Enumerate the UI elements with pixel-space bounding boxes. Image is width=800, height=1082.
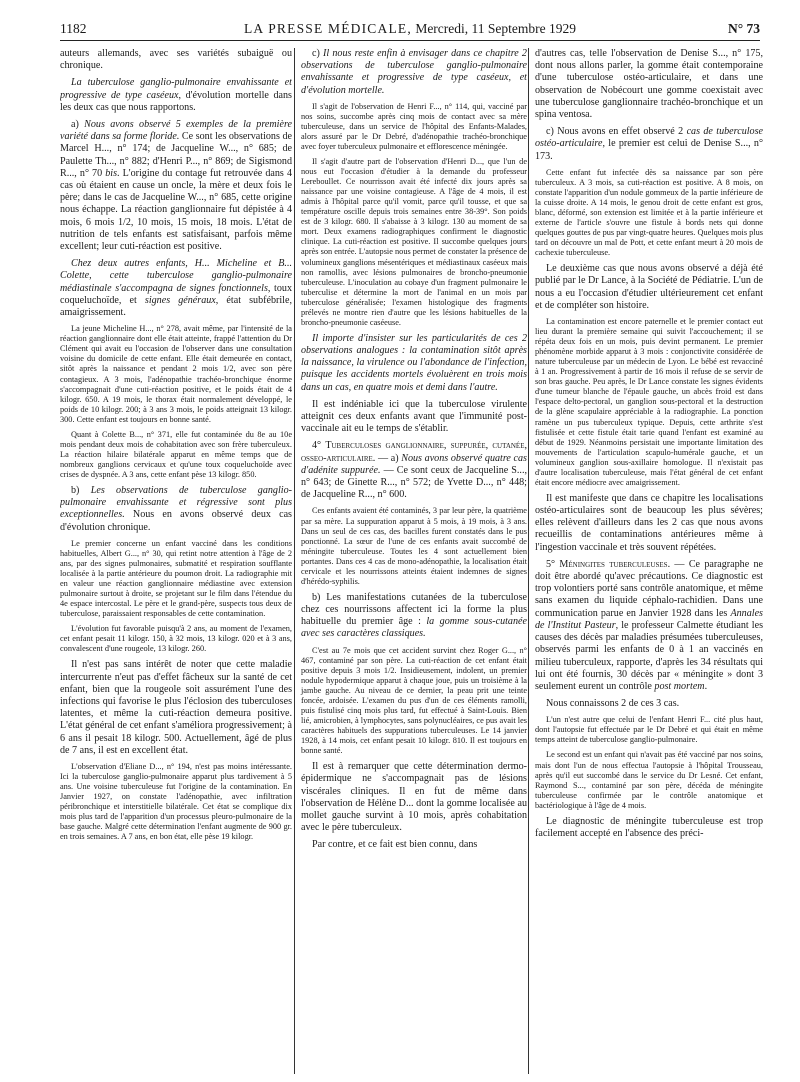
article-paragraph: 4° Tuberculoses ganglionnaire, suppurée, cutanée, osseo-articulaire. — a) Nous avons observé quatre cas d'adénite suppurée. — Ce sont ceux de Jacqueline S..., n° 643; de Ginette R..., n° 572; de Yvette D..., n° 448; de Jacqueline R..., n° 600. bbox=[301, 440, 527, 501]
page-number: 1182 bbox=[60, 21, 87, 36]
article-paragraph: c) Il nous reste enfin à envisager dans ce chapitre 2 observations de tuberculose ganglio-pulmonaire envahissante et progressive de type caséeux, et d'évolution mortelle. bbox=[301, 48, 527, 96]
case-report-paragraph: La contamination est encore paternelle et le premier contact eut lieu durant la première semaine qui suivit l'accouchement; il se répéta deux fois en un mois, puis devint permanent. Le premier phénomène morbide apparut à 3 mois : conjonctivite considérée de nature tuberculeuse par un médecin de Lyon. Le bébé est revacciné à 1 an. Progressivement à partir de 16 mois il refuse de se servir de son bras gauche. Peu après, le Dr Lance constate les signes évidents d'une tumeur blanche de l'épaule gauche, un abcès froid est dans l'espace delto-pectoral, un ganglion sous-pectoral et la destruction de la glène scapulaire appréciable à la radiographie. La ponction ramène un pus tuberculeux typique. Depuis, cette arthrite s'est fistulisée et cette fistule était tarie quand l'enfant est examiné au début de 1929. Néanmoins persistait une importante limitation des mouvements de l'articulation scapulo-humérale gauche, et un volumineux ganglion sous-axillaire homologue. Il n'existait pas d'autre localisation tuberculeuse, mais l'état général de cet enfant était encore médiocre avec amaigrissement. bbox=[535, 317, 763, 487]
article-paragraph: Il est indéniable ici que la tuberculose virulente atteignit ces deux enfants avant que l'immunité post-vaccinale ait eu le temps de s'établir. bbox=[301, 398, 527, 435]
case-report-paragraph: La jeune Micheline H..., n° 278, avait même, par l'intensité de la réaction ganglionnaire dont elle était atteinte, frappé l'attention du Dr Clément qui avait eu l'occasion de l'observer dans une consultation voisine du domicile de cette enfant. Elle était demeurée en contact, sitôt après la naissance et pendant 2 mois 1/2, avec son père contagieux. A 3 mois, l'adénopathie trachéo-bronchique énorme s'accompagnait d'une cuti-réaction positive, et le poids était de 4 kilogr. 650. A 19 mois, le thorax était normalement développé, le poids de 10 kilogr. 200; à 3 ans 3 mois, le poids atteignait 13 kilogr. 300. Cette enfant est toujours en bonne santé. bbox=[60, 324, 292, 424]
article-paragraph: Le diagnostic de méningite tuberculeuse est trop facilement accepté en l'absence des préci- bbox=[535, 815, 763, 839]
article-paragraph: Il n'est pas sans intérêt de noter que cette maladie intercurrente n'eut pas d'effet fâcheux sur la santé de cet enfant, bien que la rougeole soit assurément l'une des infections qui favorise le plus l'éclosion des tuberculoses latentes, et même la cuti-réaction demeura positive. L'état général de cet enfant s'améliora progressivement; à 6 ans il pesait 18 kilogr. 500. Actuellement, âgé de plus de 7 ans, il est en excellent état. bbox=[60, 659, 292, 756]
case-report-paragraph: Ces enfants avaient été contaminés, 3 par leur père, la quatrième par sa mère. La suppuration apparut à 5 mois, à 19 mois, à 3 ans. Dans un seul de ces cas, des bacilles furent constatés dans le pus ponctionné. La sœur de l'une de ces enfants avait succombé de méningite tuberculeuse. Toutes les 4 sont actuellement bien portantes. Dans ces 4 cas de mono-adénopathie, la localisation était cervicale et les nourrissons atteints étaient indemnes de signes d'hérédo-syphilis. bbox=[301, 506, 527, 586]
article-paragraph: auteurs allemands, avec ses variétés subaiguë ou chronique. bbox=[60, 48, 292, 72]
article-paragraph: 5° Méningites tuberculeuses. — Ce paragraphe ne doit être abordé qu'avec précautions. Ce diagnostic est trop volontiers porté sans contrôle anatomique, et même sans examen du liquide céphalo-rachidien. Dans une communication parue en Janvier 1928 dans les Annales de l'Institut Pasteur, le professeur Calmette étudiant les causes des décès par maladies présumées tuberculeuses, observés parmi les enfants de 0 à 1 an vaccinés en milieu tuberculeux, rapporte, d'après les 34 résultats qui lui ont été fournis, 30 décès par « méningite » dont 3 seulement eurent un contrôle post mortem. bbox=[535, 558, 763, 692]
article-paragraph: La tuberculose ganglio-pulmonaire envahissante et progressive de type caséeux, d'évolution mortelle dans les deux cas que nous rapportons. bbox=[60, 77, 292, 113]
case-report-paragraph: L'évolution fut favorable puisqu'à 2 ans, au moment de l'examen, cet enfant pesait 11 kilogr. 150, à 32 mois, 13 kilogr. 020 et à 3 ans, convalescent d'une rougeole, 13 kilogr. 260. bbox=[60, 624, 292, 654]
article-paragraph: Nous connaissons 2 de ces 3 cas. bbox=[546, 698, 680, 710]
issue-date: Mercredi, 11 Septembre 1929 bbox=[415, 21, 577, 36]
case-report-paragraph: C'est au 7e mois que cet accident survint chez Roger G..., n° 467, contaminé par son père. La cuti-réaction de cet enfant était positive depuis 3 mois 1/2. Insidieusement, indolent, un premier nodule hypodermique apparut à chaque joue, puis un troisième à la jambe gauche. Au niveau de ce dernier, la peau prit une teinte foncée, ardoisée. L'examen du pus d'un de ces éléments ramolli, puis fistulisé cinq mois plus tard, fut effectué à Saint-Louis. Bien lié, amicrobien, à lymphocytes, sans polynucléaires, ce pus avait les caractères habituels des suppurations tuberculeuses. Le 14 janvier 1928, à 14 mois, cet enfant pesait 10 kilogr. 810. Il est toujours en bonne santé. bbox=[301, 645, 527, 756]
case-report-paragraph: L'observation d'Eliane D..., n° 194, n'est pas moins intéressante. Ici la tuberculose ganglio-pulmonaire apparut plus tardivement à 5 ans. Une voisine tuberculeuse fut l'origine de la contamination. En Janvier 1927, on constate l'adénopathie, avec infiltration péribronchique et interstitielle bilatérale. Cet état se complique dix mois plus tard de l'apparition d'un processus pleuro-pulmonaire de la base gauche. Malgré cette détermination l'enfant augmente de 900 gr. en trois semaines. A 7 ans, en bon état, elle pèse 19 kilogr. bbox=[60, 761, 292, 842]
article-paragraph: Il importe d'insister sur les particularités de ces 2 observations analogues : la contamination sitôt après la naissance, la virulence ou l'abondance de l'infection, puisque les accidents mortels évoluèrent en trois mois dans un cas, en quatre mois et demi dans l'autre. bbox=[301, 332, 527, 393]
text-column-right bbox=[528, 48, 763, 1074]
masthead bbox=[60, 18, 760, 40]
article-paragraph: a) Nous avons observé 5 exemples de la première variété dans sa forme floride. Ce sont les observations de Marcel H..., n° 174; de Jacqueline W..., n° 685; de Paulette Th..., n° 882; d'Henri P..., n° 869; de Sigismond R..., n° 70 bis. L'origine du contage fut retrouvée dans 4 cas où étaient en cause un oncle, la mère et deux fois le père; dans le cas de Jacqueline W..., n° 685, cette origine nous échappe. La réaction ganglionnaire fut dépistée à 4 mois, 6 mois 1/2, 10 mois, 15 mois, 18 mois. L'état de nutrition de tels enfants est satisfaisant, parfois même excellent; leur cuti-réaction est positive. bbox=[60, 119, 292, 253]
text-column-middle bbox=[294, 48, 527, 1074]
issue-number: N° 73 bbox=[727, 21, 760, 36]
case-report-paragraph: Le second est un enfant qui n'avait pas été vacciné par nos soins, mais dont l'un de nous effectua l'autopsie à l'hôpital Trousseau, après qu'il eut succombé dans le service du Dr Lesné. Cet enfant, Raymond S..., contaminé par son père, décéda de méningite tuberculeuse confirmée par le contrôle anatomique et bactériologique à l'âge de 4 mois. bbox=[535, 750, 763, 810]
article-paragraph: Le deuxième cas que nous avons observé a déjà été publié par le Dr Lance, à la Société de Pédiatrie. L'un de nous a eu l'occasion d'étudier ultérieurement cet enfant et de compléter son histoire. bbox=[535, 263, 763, 311]
page-header bbox=[60, 18, 760, 41]
journal-title: LA PRESSE MÉDICALE, bbox=[243, 21, 412, 36]
article-paragraph: c) Nous avons en effet observé 2 cas de tuberculose ostéo-articulaire, le premier est celui de Denise S..., n° 173. bbox=[535, 126, 763, 162]
case-report-paragraph: Cette enfant fut infectée dès sa naissance par son père tuberculeux. A 3 mois, sa cuti-réaction est positive. A 8 mois, on constate l'apparition d'un nodule gommeux de la partie inférieure de la cuisse droite. A 14 mois, le genou droit de cette enfant est gros, blanc, déformé, son extension est limitée et à la partie inférieure et externe de l'article s'ouvre une fistule à bords nets qui donne quelques gouttes de pus par vingt-quatre heures. Quelques mois plus tard on découvre un mal de Pott, et cette enfant meurt à 20 mois de cachexie tuberculeuse. bbox=[535, 167, 763, 258]
article-paragraph: Par contre, et ce fait est bien connu, dans bbox=[312, 839, 478, 851]
case-report-paragraph: Il s'agit de l'observation de Henri F..., n° 114, qui, vacciné par nos soins, succombe après cinq mois de contact avec sa mère tuberculeuse, dans un service de l'hôpital des Enfants-Malades, alors assuré par le Dr Debré, d'adénopathie trachéo-bronchique avec foyer tuberculeux pulmonaire et efflorescence méningée. bbox=[301, 101, 527, 151]
article-paragraph: d'autres cas, telle l'observation de Denise S..., n° 175, dont nous allons parler, la gomme était contemporaine d'une tuberculose ostéo-articulaire, et dans une observation de Nobécourt une gomme coexistait avec une tuberculose ganglionnaire trachéo-bronchique et un spina ventosa. bbox=[535, 48, 763, 121]
case-report-paragraph: L'un n'est autre que celui de l'enfant Henri F... cité plus haut, dont l'autopsie fut effectuée par le Dr Debré et qui était en même temps atteint de tuberculose ganglio-pulmonaire. bbox=[535, 715, 763, 745]
case-report-paragraph: Il s'agit d'autre part de l'observation d'Henri D..., que l'un de nous eut l'occasion d'étudier à la demande du professeur Lereboullet. Ce nourrisson avait été infecté dix jours après sa naissance par une voisine contagieuse. A l'âge de 4 mois, il est admis à l'hôpital parce qu'il vomit, parce qu'il tousse, et que sa température oscille depuis trois semaines entre 38-39°. Son poids est de 3 kilogr. 680. Il s'abaisse à 3 kilogr. 130 au moment de sa mort. Deux examens radiographiques confirment le diagnostic clinique. La cuti-réaction est positive. Il succombe quelques jours après son entrée. L'autopsie nous permet de constater la présence de volumineux ganglions mésentériques et médiastinaux caséeux mais non ramollis, avec lésions pulmonaires de broncho-pneumonie tuberculeuse. L'inoculation au cobaye d'un fragment pulmonaire le tuberculise et détermine la mort de l'animal en un mois par tuberculose généralisée; l'examen histologique des fragments prélevés ne montre rien d'autre que les lésions habituelles de la broncho-pneumonie caséeuse. bbox=[301, 157, 527, 327]
article-paragraph: b) Les observations de tuberculose ganglio-pulmonaire envahissante et régressive sont plus exceptionnelles. Nous en avons observé deux cas d'évolution chronique. bbox=[60, 484, 292, 533]
text-column-left bbox=[60, 48, 292, 1074]
case-report-paragraph: Quant à Colette B..., n° 371, elle fut contaminée du 8e au 10e mois pendant deux mois de cohabitation avec son frère tuberculeux. La réaction hilaire bilatérale apparut en même temps que de nombreux ganglions cervicaux et qu'une toux coqueluchoïde avec crises de dyspnée. A 3 ans, cette enfant pèse 13 kilogr. 850. bbox=[60, 429, 292, 479]
article-paragraph: b) Les manifestations cutanées de la tuberculose chez ces nourrissons affectent ici la forme la plus habituelle du premier âge : la gomme sous-cutanée avec ses caractères classiques. bbox=[301, 591, 527, 640]
article-paragraph: Il est à remarquer que cette détermination dermo-épidermique ne s'accompagnait pas de lésions viscérales cliniques. Il en fut de même dans l'observation de Hélène D... dont la gomme localisée au mollet gauche survint à 10 mois, après cohabitation avec le père tuberculeux. bbox=[301, 761, 527, 834]
article-paragraph: Chez deux autres enfants, H... Micheline et B... Colette, cette tuberculose ganglio-pulmonaire médiastinale s'accompagna de signes fonctionnels, toux coqueluchoïde, et signes généraux, état subfébrile, amaigrissement. bbox=[60, 258, 292, 319]
case-report-paragraph: Le premier concerne un enfant vacciné dans les conditions habituelles, Albert G..., n° 30, qui retint notre attention à l'âge de 2 ans, par des signes pulmonaires, submatité et respiration soufflante localisée à la partie antérieure du poumon droit. La radiographie mit en valeur une réaction ganglionnaire médiastine avec extension pulmonaire surtout à droite, se projetant sur le film dans l'étendue du 4e espace intercostal. Le père et le grand-père, suspects tous deux de tuberculose, paraissaient responsables de cette contamination. bbox=[60, 538, 292, 619]
article-paragraph: Il est manifeste que dans ce chapitre les localisations ostéo-articulaires sont de beaucoup les plus sévères; elles relèvent d'ailleurs dans les 2 cas que nous avons recueillis de contaminations antérieures même à l'ingestion vaccinale et très souvent répétées. bbox=[535, 492, 763, 553]
